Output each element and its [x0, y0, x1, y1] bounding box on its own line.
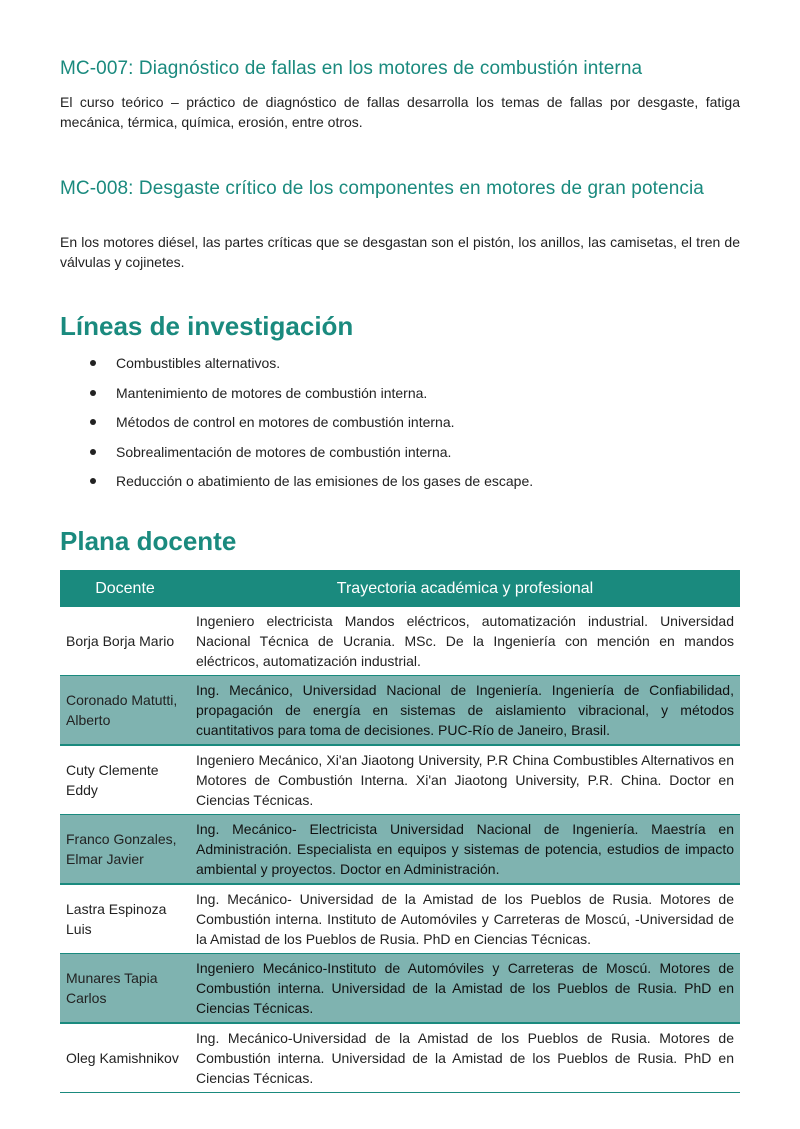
- table-header-row: [60, 570, 740, 607]
- list-item-text: Reducción o abatimiento de las emisiones de los gases de escape.: [116, 473, 534, 489]
- staff-description: Ing. Mecánico-Universidad de la Amistad de los Pueblos de Rusia. Motores de Combustión interna. Universidad de la Amistad de los Pueblos de Rusia. PhD en Ciencias Técnicas.: [190, 1023, 740, 1093]
- course-title-mc008: MC-008: Desgaste crítico de los componentes en motores de gran potencia: [60, 178, 704, 199]
- course-description-mc007: El curso teórico – práctico de diagnóstico de fallas desarrolla los temas de fallas por desgaste, fatiga mecánica, térmica, química, erosión, entre otros.: [60, 94, 740, 130]
- staff-name: Munares Tapia Carlos: [60, 954, 190, 1024]
- column-header-docente: Docente: [60, 570, 190, 607]
- staff-description: Ingeniero Mecánico, Xi'an Jiaotong University, P.R China Combustibles Alternativos en Motores de Combustión Interna. Xi'an Jiaotong University, P.R. China. Doctor en Ciencias Técnicas.: [190, 745, 740, 815]
- staff-description: Ingeniero Mecánico-Instituto de Automóviles y Carreteras de Moscú. Motores de Combustión interna. Universidad de la Amistad de los Pueblos de Rusia. PhD en Ciencias Técnicas.: [190, 954, 740, 1024]
- staff-section-title: Plana docente: [60, 526, 237, 556]
- staff-description: Ing. Mecánico, Universidad Nacional de Ingeniería. Ingeniería de Confiabilidad, propagación de energía en sistemas de aislamiento vibracional, y métodos cuantitativos para toma de decisiones. PUC-Río de Janeiro, Brasil.: [190, 676, 740, 746]
- bullet-icon: [90, 390, 96, 396]
- bullet-icon: [90, 419, 96, 425]
- list-item: [60, 442, 740, 472]
- course-title-mc007: MC-007: Diagnóstico de fallas en los motores de combustión interna: [60, 58, 643, 79]
- staff-name: Cuty Clemente Eddy: [60, 745, 190, 815]
- staff-name: Franco Gonzales, Elmar Javier: [60, 815, 190, 885]
- staff-name: Oleg Kamishnikov: [60, 1023, 190, 1093]
- staff-description: Ing. Mecánico- Electricista Universidad Nacional de Ingeniería. Maestría en Administración. Especialista en equipos y sistemas de potencia, estudios de impacto ambiental y proyectos. Doctor en Administración.: [190, 815, 740, 885]
- list-item: [60, 353, 740, 383]
- staff-description: Ing. Mecánico- Universidad de la Amistad de los Pueblos de Rusia. Motores de Combustión interna. Instituto de Automóviles y Carreteras de Moscú, -Universidad de la Amistad de los Pueblos de Rusia. PhD en Ciencias Técnicas.: [190, 884, 740, 954]
- research-list: [60, 353, 740, 501]
- list-item-text: Mantenimiento de motores de combustión interna.: [116, 384, 428, 401]
- staff-table: [60, 570, 740, 1093]
- list-item: [60, 412, 740, 442]
- list-item: [60, 471, 740, 501]
- bullet-icon: [90, 449, 96, 455]
- table-row: [60, 815, 740, 885]
- staff-name: Coronado Matutti, Alberto: [60, 676, 190, 746]
- course-description-mc008: En los motores diésel, las partes críticas que se desgastan son el pistón, los anillos, las camisetas, el tren de válvulas y cojinetes.: [60, 234, 740, 270]
- list-item: [60, 383, 740, 413]
- column-header-trayectoria: Trayectoria académica y profesional: [190, 570, 740, 607]
- list-item-text: Métodos de control en motores de combustión interna.: [116, 414, 455, 430]
- staff-description: Ingeniero electricista Mandos eléctricos, automatización industrial. Universidad Nacional Técnica de Ucrania. MSc. De la Ingeniería con mención en mandos eléctricos, automatización industrial.: [190, 607, 740, 676]
- bullet-icon: [90, 478, 96, 484]
- research-section-title: Líneas de investigación: [60, 311, 354, 341]
- staff-name: Lastra Espinoza Luis: [60, 884, 190, 954]
- table-row: [60, 954, 740, 1024]
- bullet-icon: [90, 360, 96, 366]
- list-item-text: Combustibles alternativos.: [116, 355, 281, 371]
- table-row: [60, 745, 740, 815]
- list-item-text: Sobrealimentación de motores de combustión interna.: [116, 443, 452, 460]
- table-row: [60, 1023, 740, 1093]
- staff-name: Borja Borja Mario: [60, 607, 190, 676]
- table-row: [60, 676, 740, 746]
- table-row: [60, 607, 740, 676]
- table-row: [60, 884, 740, 954]
